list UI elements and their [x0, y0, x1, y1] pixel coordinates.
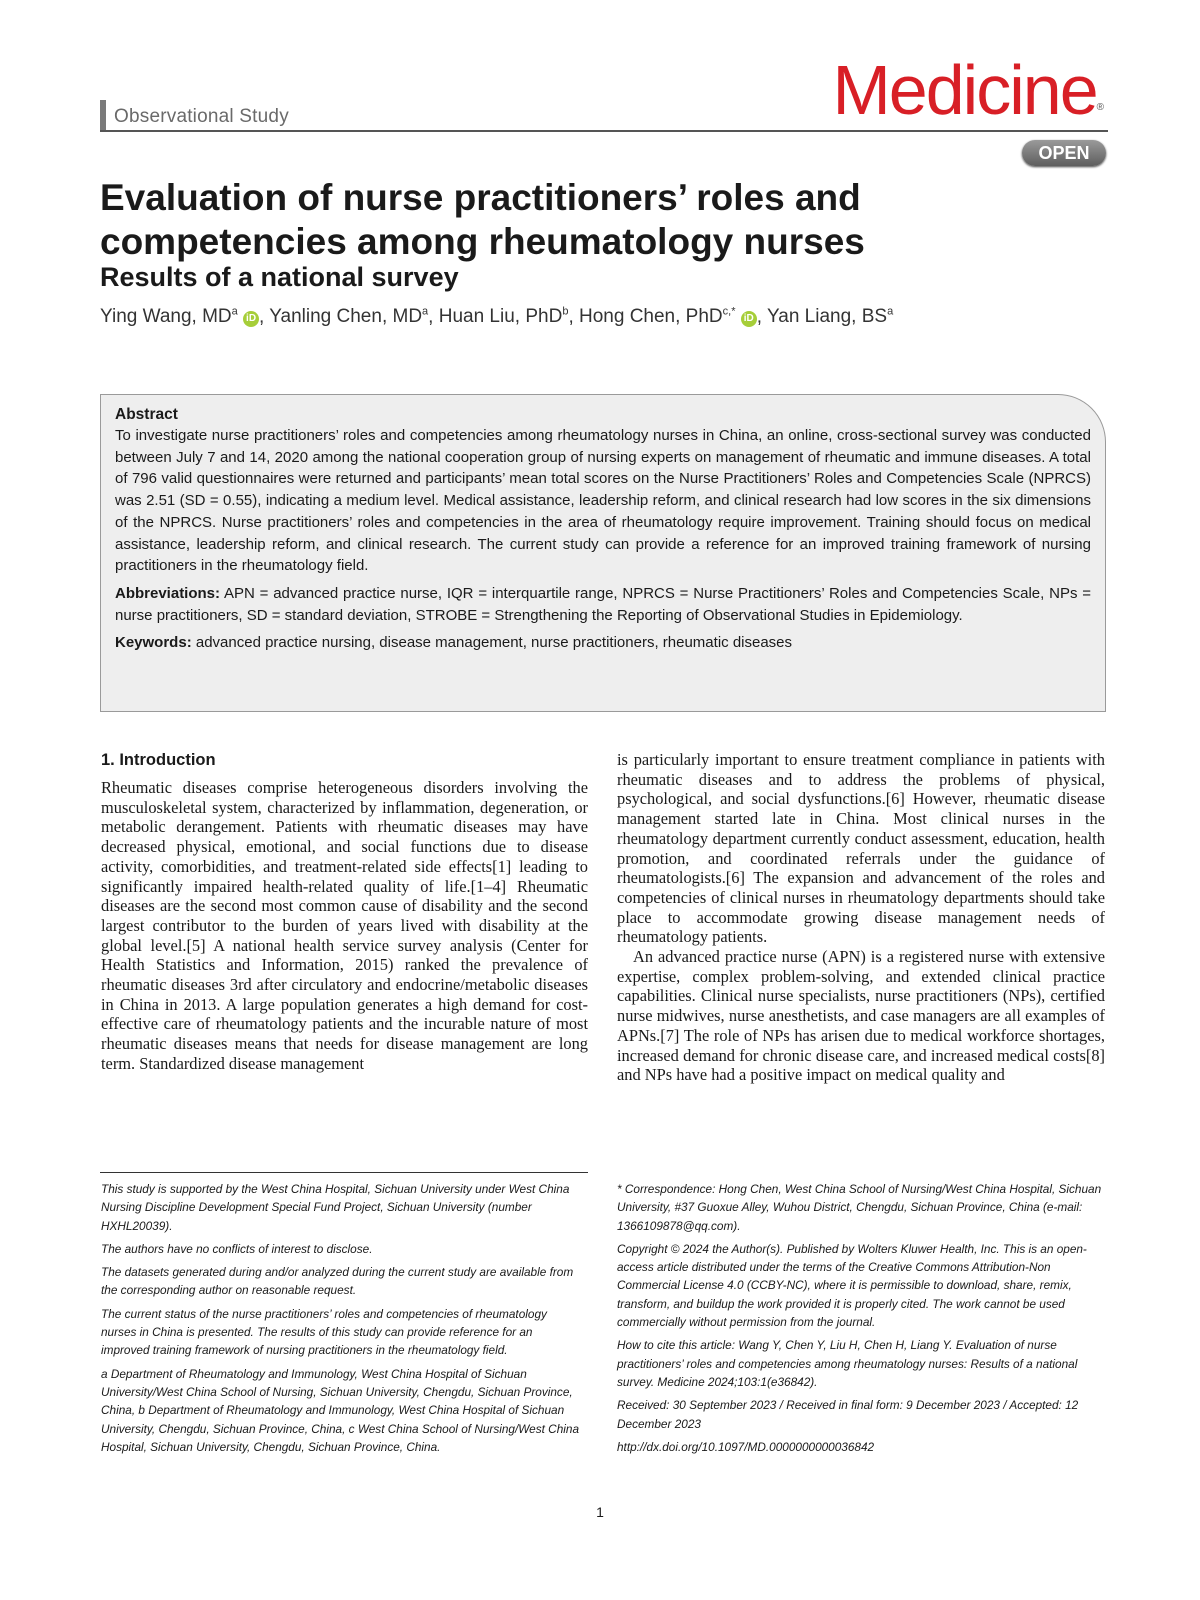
author-affiliation: a — [887, 306, 894, 318]
author-affiliation: b — [562, 306, 569, 318]
keywords-label: Keywords: — [115, 634, 192, 652]
author-affiliation: a — [231, 306, 238, 318]
abbreviations-text: APN = advanced practice nurse, IQR = interquartile range, NPRCS = Nurse Practitioners’ Roles and Competencies Scale, NPs = nurse practitioners, SD = standard deviation, STROBE = Strengthening the Reporting of Observational Studies in Epidemiology. — [115, 584, 1092, 624]
abbreviations — [115, 583, 1091, 626]
section-heading-introduction: 1. Introduction — [101, 751, 216, 769]
body-paragraph: An advanced practice nurse (APN) is a registered nurse with extensive expertise, complex problem-solving, and extended clinical practice capabilities. Clinical nurse specialists, nurse practitioners (NPs), certified nurse midwives, nurse anesthetists, and case managers are all examples of APNs.[7] The role of NPs has arisen due to medical workforce shortages, increased demand for chronic disease care, and increased medical costs[8] and NPs have had a positive impact on medical quality and — [617, 947, 1105, 1085]
abstract-text: To investigate nurse practitioners’ roles and competencies among rheumatology nurses in China, an online, cross-sectional survey was conducted between July 7 and 14, 2020 among the national cooperation group of nursing experts on management of rheumatic and immune diseases. A total of 796 valid questionnaires were returned and participants’ mean total scores on the Nurse Practitioners’ Roles and Competencies Scale (NPRCS) was 2.51 (SD = 0.55), indicating a medium level. Medical assistance, leadership reform, and clinical research had low scores in the six dimensions of the NPRCS. Nurse practitioners’ roles and competencies in the area of rheumatology require improvement. Training should focus on medical assistance, leadership reform, and clinical research. The current study can provide a reference for an improved training framework of nursing practitioners in the rheumatology field. — [115, 427, 1091, 575]
author-list: Ying Wang, $MD^a$ iD , Yanling Chen, $MD^a$, Huan Liu, PhD$^b$, Hong Chen, PhD$^{c,*}$ iD , Yan Liang, $BS^a$ — [100, 306, 894, 328]
abbreviations-label: Abbreviations: — [115, 584, 221, 602]
journal-trademark: ® — [1096, 102, 1104, 113]
abstract-box — [100, 394, 1106, 712]
footnote-copyright: Copyright © 2024 the Author(s). Published by Wolters Kluwer Health, Inc. This is an open-access article distributed under the terms of the Creative Commons Attribution-Non Commercial License 4.0 (CCBY-NC), where it is permissible to download, share, remix, transform, and buildup the work provided it is properly cited. The work cannot be used commercially without permission from the journal. — [617, 1241, 1087, 1330]
footnote-divider — [100, 1172, 588, 1173]
author — [579, 306, 757, 327]
abstract-heading: Abstract — [115, 406, 178, 423]
footnote-affiliations: a Department of Rheumatology and Immunology, West China Hospital of Sichuan University/West China School of Nursing, Sichuan University, Chengdu, Sichuan Province, China, b Department of Rheumatology and Immunology, West China Hospital of Sichuan University, Chengdu, Sichuan Province, China, c West China School of Nursing/West China Hospital, Sichuan University, Chengdu, Sichuan Province, China. — [101, 1366, 580, 1454]
footnote-data-availability: The datasets generated during and/or analyzed during the current study are available from the corresponding author on reasonable request. — [101, 1265, 574, 1298]
body-paragraph: Rheumatic diseases comprise heterogeneous disorders involving the musculoskeletal system, characterized by inflammation, degeneration, or metabolic derangement. Patients with rheumatic diseases may have decreased physical, emotional, and social functions due to disease activity, comorbidities, and treatment-related side effects[1] leading to significantly impaired health-related quality of life.[1–4] Rheumatic diseases are the second most common cause of disability and the second largest contributor to the burden of years lived with disability at the global level.[5] A national health service survey analysis (Center for Health Statistics and Information, 2015) ranked the prevalence of rheumatic diseases 3rd after circulatory and endocrine/metabolic diseases in China in 2013. A large population generates a high demand for cost-effective care of rheumatology patients and the incurable nature of most rheumatic diseases means that needs for disease management are long term. Standardized disease management — [101, 778, 588, 1073]
author-affiliation: a — [422, 306, 429, 318]
body-column-right — [617, 750, 1105, 1085]
author-name: Ying Wang, MD — [100, 306, 232, 328]
footnote-dates: Received: 30 September 2023 / Received in final form: 9 December 2023 / Accepted: 12 December 2023 — [617, 1398, 1079, 1431]
article-title: Evaluation of nurse practitioners’ roles and competencies among rheumatology nurses — [100, 177, 865, 262]
author-name: Yan Liang, BS — [767, 306, 888, 328]
author — [100, 306, 259, 327]
header-divider — [100, 130, 1108, 132]
footnote-citation: How to cite this article: Wang Y, Chen Y, Liu H, Chen H, Liang Y. Evaluation of nurse practitioners’ roles and competencies among rheumatology nurses: Results of a national survey. Medicine 2024;103:1(e36842). — [617, 1338, 1078, 1389]
footnote-conflicts: The authors have no conflicts of interest to disclose. — [101, 1241, 373, 1256]
footnotes-left — [101, 1180, 581, 1461]
orcid-icon[interactable]: iD — [741, 311, 757, 327]
author-name: Huan Liu, PhD — [438, 306, 563, 328]
body-column-left — [101, 778, 588, 1074]
journal-name: Medicine — [832, 51, 1097, 129]
keywords-text: advanced practice nursing, disease management, nurse practitioners, rheumatic diseases — [195, 634, 793, 652]
open-access-badge: OPEN — [1022, 140, 1106, 166]
author-name: Hong Chen, PhD — [579, 306, 723, 328]
section-tag — [100, 100, 346, 132]
footnotes-right — [617, 1180, 1105, 1461]
keywords — [115, 632, 1091, 654]
footnote-summary: The current status of the nurse practitioners’ roles and competencies of rheumatology nurses in China is presented. The results of this study can provide reference for an improved training framework of nursing practitioners in the rheumatology field. — [101, 1306, 547, 1358]
author-affiliation: c,* — [722, 306, 736, 318]
footnote-correspondence: * Correspondence: Hong Chen, West China School of Nursing/West China Hospital, Sichuan University, #37 Guoxue Alley, Wuhou District, Chengdu, Sichuan Province, China (e-mail: 1366109878@qq.com). — [617, 1182, 1102, 1233]
page-number: 1 — [596, 1504, 604, 1520]
author-name: Yanling Chen, MD — [269, 306, 423, 328]
article-subtitle: Results of a national survey — [100, 262, 459, 292]
footnote-funding: This study is supported by the West China Hospital, Sichuan University under West China Nursing Discipline Development Special Fund Project, Sichuan University (number HXHL20039). — [101, 1182, 570, 1233]
body-paragraph: is particularly important to ensure treatment compliance in patients with rheumatic diseases and to address the problems of physical, psychological, and social dysfunctions.[6] However, rheumatic disease management started late in China. Most clinical nurses in the rheumatology department currently conduct assessment, education, health promotion, and coordinated referrals under the guidance of rheumatologists.[6] The expansion and advancement of the roles and competencies of clinical nurses in rheumatology departments should take place to accommodate growing disease management needs of rheumatology patients. — [617, 750, 1105, 947]
journal-logo — [832, 50, 1104, 130]
author — [269, 306, 428, 327]
section-tag-label: Observational Study — [114, 106, 289, 127]
orcid-icon[interactable]: iD — [243, 311, 259, 327]
author — [439, 306, 569, 327]
doi-link[interactable]: http://dx.doi.org/10.1097/MD.0000000000036842 — [617, 1439, 875, 1454]
author — [767, 306, 893, 327]
